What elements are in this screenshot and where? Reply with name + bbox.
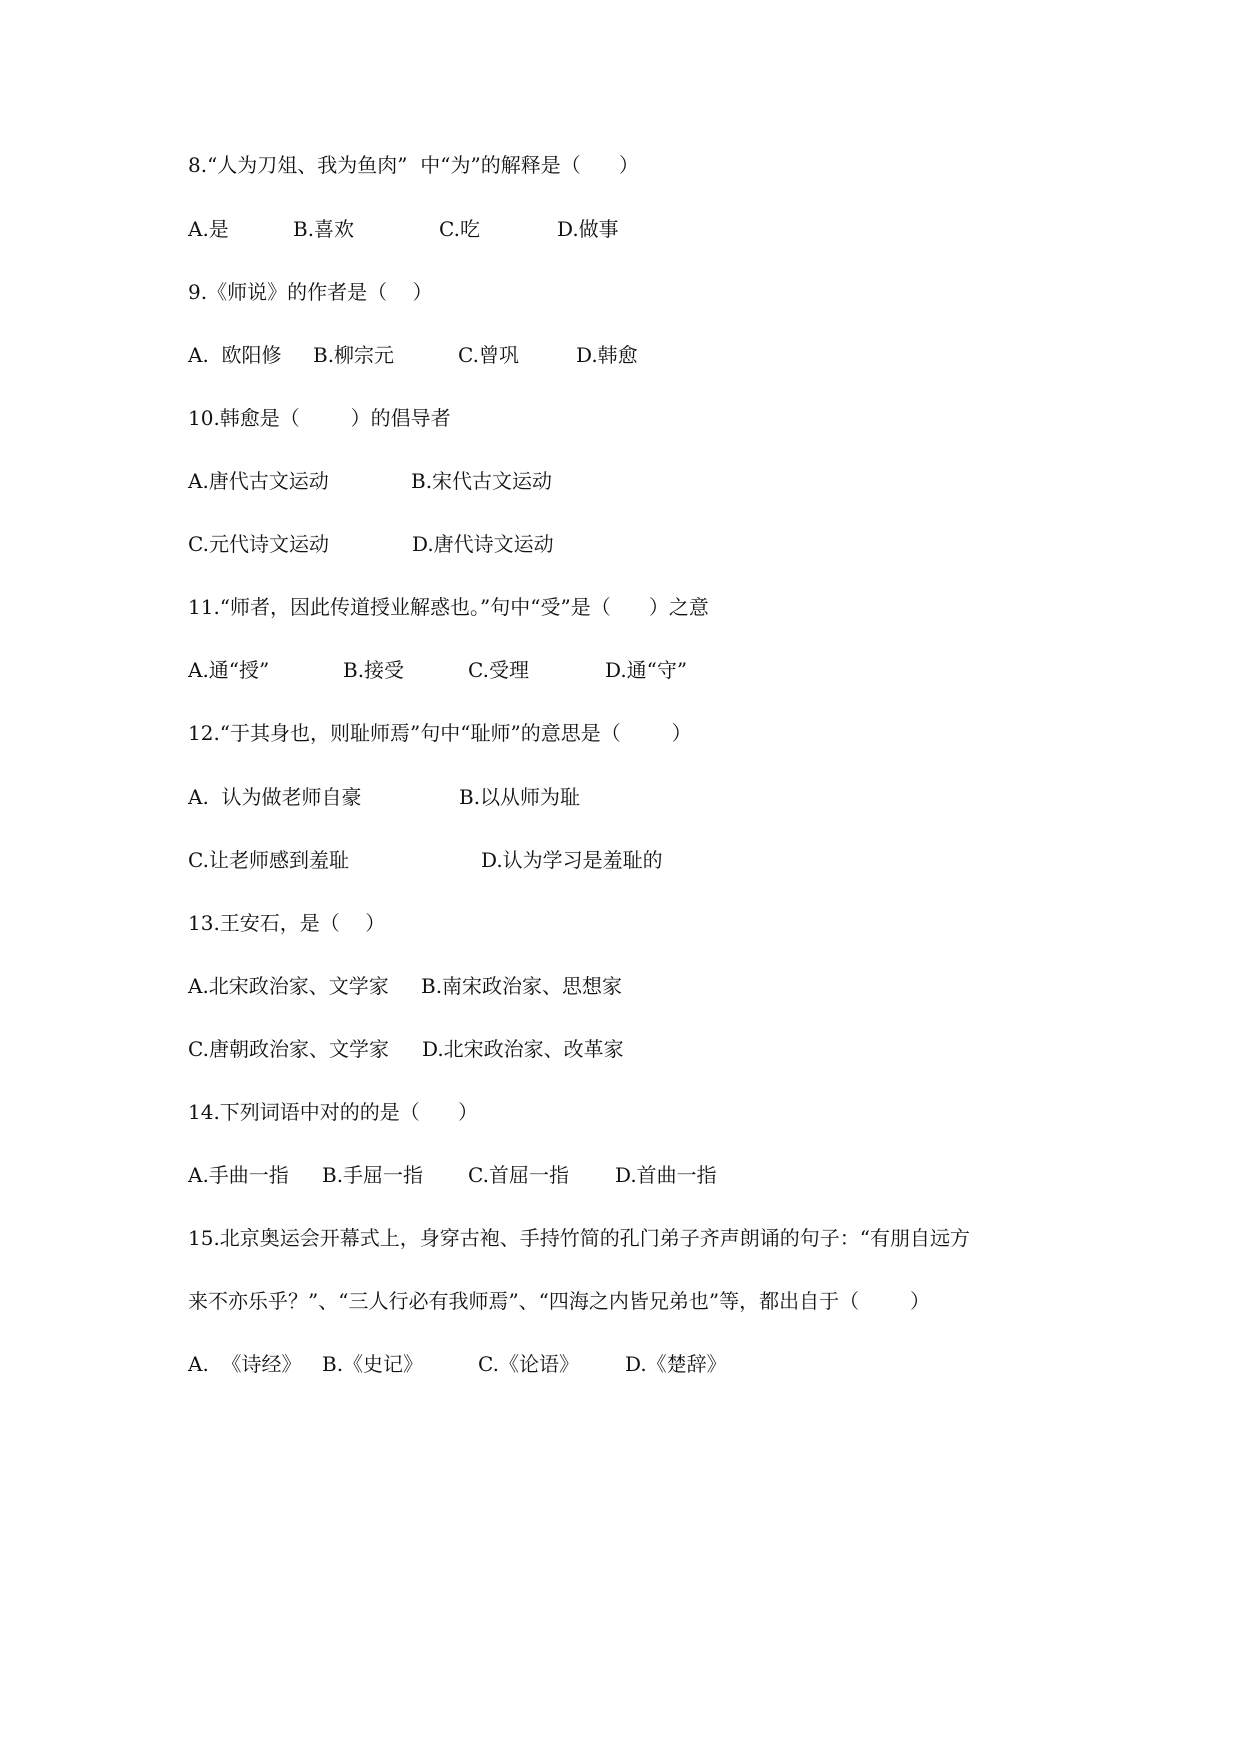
option-d[interactable]: D.首曲一指 xyxy=(615,1163,717,1187)
option-b[interactable]: B.宋代古文运动 xyxy=(411,469,553,493)
option-b[interactable]: B.《史记》 xyxy=(322,1352,424,1376)
question-9-stem: 9.《师说》的作者是（ ） xyxy=(188,280,433,304)
question-14-stem: 14.下列词语中对的的是（ ） xyxy=(188,1100,478,1124)
question-15-stem-line-1: 15.北京奥运会开幕式上，身穿古袍、手持竹简的孔门弟子齐声朗诵的句子：“有朋自远方 xyxy=(188,1226,971,1250)
option-a[interactable]: A.唐代古文运动 xyxy=(188,469,329,493)
question-13-options-row-1 xyxy=(188,972,623,1000)
option-a[interactable]: A.通“授” xyxy=(188,658,270,682)
option-b[interactable]: B.手屈一指 xyxy=(322,1163,424,1187)
question-10-stem: 10.韩愈是（ ）的倡导者 xyxy=(188,406,451,430)
question-15-options xyxy=(188,1350,727,1378)
option-c[interactable]: C.首屈一指 xyxy=(468,1163,569,1187)
option-d[interactable]: D.《楚辞》 xyxy=(625,1352,727,1376)
question-9-options xyxy=(188,341,638,369)
option-d[interactable]: D.唐代诗文运动 xyxy=(412,532,554,556)
question-12-stem: 12.“于其身也，则耻师焉”句中“耻师”的意思是（ ） xyxy=(188,721,692,745)
question-13-stem: 13.王安石，是（ ） xyxy=(188,911,386,935)
option-d[interactable]: D.通“守” xyxy=(605,658,688,682)
option-b[interactable]: B.以从师为耻 xyxy=(459,785,581,809)
option-d[interactable]: D.做事 xyxy=(557,217,619,241)
option-d[interactable]: D.韩愈 xyxy=(576,343,638,367)
option-b[interactable]: B.喜欢 xyxy=(293,217,355,241)
option-c[interactable]: C.《论语》 xyxy=(478,1352,579,1376)
option-b[interactable]: B.接受 xyxy=(343,658,405,682)
option-c[interactable]: C.受理 xyxy=(468,658,529,682)
question-8-options xyxy=(188,215,619,243)
option-a[interactable]: A.是 xyxy=(188,217,229,241)
question-13-options-row-2 xyxy=(188,1035,624,1063)
question-10-options-row-1 xyxy=(188,467,553,495)
option-c[interactable]: C.曾巩 xyxy=(458,343,519,367)
option-d[interactable]: D.认为学习是羞耻的 xyxy=(481,848,663,872)
option-c[interactable]: C.元代诗文运动 xyxy=(188,532,329,556)
option-b[interactable]: B.南宋政治家、思想家 xyxy=(421,974,623,998)
option-a[interactable]: A.手曲一指 xyxy=(188,1163,289,1187)
option-a[interactable]: A. 认为做老师自豪 xyxy=(188,785,362,809)
option-a[interactable]: A. 欧阳修 xyxy=(188,343,282,367)
question-8-stem: 8.“人为刀俎、我为鱼肉” 中“为”的解释是（ ） xyxy=(188,153,639,177)
question-12-options-row-2 xyxy=(188,846,663,874)
option-c[interactable]: C.让老师感到羞耻 xyxy=(188,848,349,872)
option-a[interactable]: A.北宋政治家、文学家 xyxy=(188,974,389,998)
option-c[interactable]: C.唐朝政治家、文学家 xyxy=(188,1037,389,1061)
option-c[interactable]: C.吃 xyxy=(439,217,480,241)
option-b[interactable]: B.柳宗元 xyxy=(313,343,395,367)
question-10-options-row-2 xyxy=(188,530,554,558)
option-a[interactable]: A. 《诗经》 xyxy=(188,1352,302,1376)
option-d[interactable]: D.北宋政治家、改革家 xyxy=(422,1037,624,1061)
question-15-stem-line-2: 来不亦乐乎？”、“三人行必有我师焉”、“四海之内皆兄弟也”等，都出自于（ ） xyxy=(188,1289,930,1313)
question-11-options xyxy=(188,656,688,684)
question-12-options-row-1 xyxy=(188,783,581,811)
question-14-options xyxy=(188,1161,717,1189)
question-11-stem: 11.“师者，因此传道授业解惑也。”句中“受”是（ ）之意 xyxy=(188,595,709,619)
